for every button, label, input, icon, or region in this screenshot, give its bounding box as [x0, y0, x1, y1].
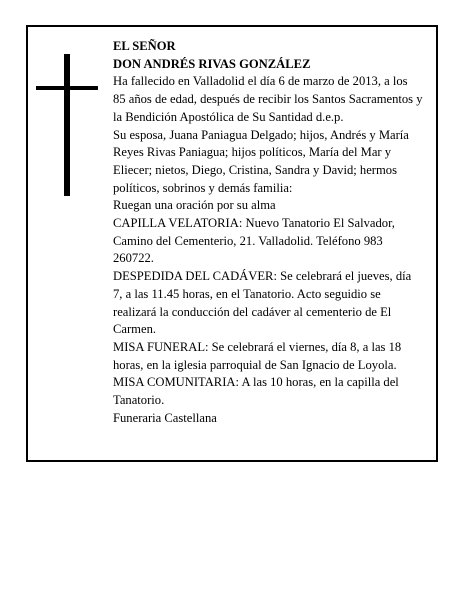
obituary-text — [113, 38, 423, 427]
death-announcement: Ha fallecido en Valladolid el día 6 de marzo de 2013, a los 85 años de edad, después de recibir los Santos Sacramentos y la Bendición Apostólica de Su Santidad d.e.p. — [113, 74, 423, 124]
cross-icon — [36, 54, 98, 196]
family-list: Su esposa, Juana Paniagua Delgado; hijos, Andrés y María Reyes Rivas Paniagua; hijos políticos, María del Mar y Eliecer; nietos, Diego, Cristina, Sandra y David; hermos políticos, sobrinos y demás familia: — [113, 127, 409, 195]
funeral-home-name: Funeraria Castellana — [113, 410, 217, 425]
heading-title: EL SEÑOR — [113, 39, 176, 53]
farewell-info: DESPEDIDA DEL CADÁVER: Se celebrará el jueves, día 7, a las 11.45 horas, en el Tanatorio. Acto seguidio se realizará la conducción del cadáver al cementerio de El Carmen. — [113, 269, 412, 337]
deceased-name: DON ANDRÉS RIVAS GONZÁLEZ — [113, 56, 311, 71]
wake-chapel-info: CAPILLA VELATORIA: Nuevo Tanatorio El Salvador, Camino del Cementerio, 21. Valladolid. Teléfono 983 260722. — [113, 216, 395, 266]
community-mass-info: MISA COMUNITARIA: A las 10 horas, en la capilla del Tanatorio. — [113, 375, 399, 408]
cross-horizontal-bar — [36, 86, 98, 90]
prayer-request: Ruegan una oración por su alma — [113, 198, 276, 213]
funeral-mass-info: MISA FUNERAL: Se celebrará el viernes, día 8, a las 18 horas, en la iglesia parroquial de San Ignacio de Loyola. — [113, 339, 402, 372]
cross-vertical-bar — [64, 54, 70, 196]
